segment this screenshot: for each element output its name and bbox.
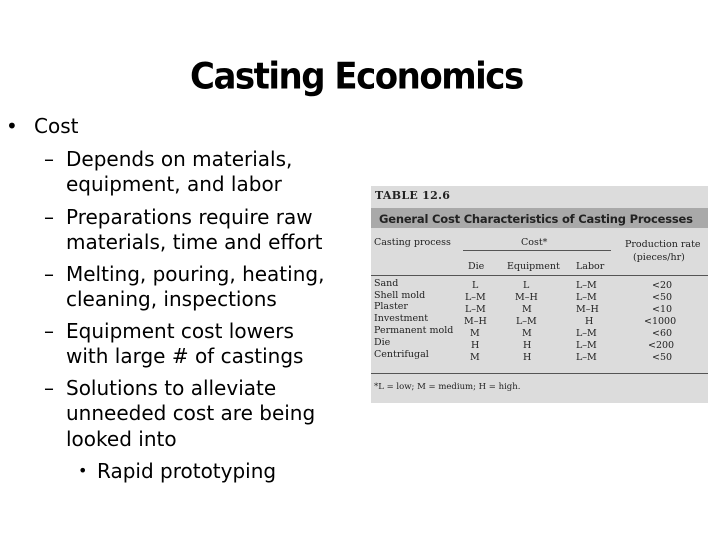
row-labor: H	[585, 316, 594, 327]
sub-bullet-text: Equipment cost lowers	[66, 319, 294, 343]
cost-table-image	[371, 186, 708, 403]
sub-bullet-text: cleaning, inspections	[66, 287, 277, 311]
row-die: L	[472, 280, 479, 291]
row-rate: <50	[652, 292, 673, 303]
row-rate: <20	[652, 280, 673, 291]
row-equipment: M	[522, 304, 532, 315]
dash-marker: –	[44, 319, 54, 343]
bullet-marker: •	[6, 114, 18, 138]
row-die: L–M	[465, 304, 486, 315]
dash-marker: –	[44, 376, 54, 400]
row-equipment: H	[523, 340, 532, 351]
slide-title: Casting Economics	[190, 55, 523, 99]
row-die: M	[470, 352, 480, 363]
row-equipment: L–M	[516, 316, 537, 327]
row-labor: L–M	[576, 352, 597, 363]
row-labor: M–H	[576, 304, 599, 315]
row-die: M–H	[464, 316, 487, 327]
row-equipment: L	[523, 280, 530, 291]
sub-bullet-text: with large # of castings	[66, 344, 304, 368]
dash-marker: –	[44, 147, 54, 171]
row-die: M	[470, 328, 480, 339]
row-labor: L–M	[576, 328, 597, 339]
row-rate: <60	[652, 328, 673, 339]
row-equipment: M–H	[515, 292, 538, 303]
row-die: L–M	[465, 292, 486, 303]
row-rate: <200	[648, 340, 675, 351]
header-rate-unit: (pieces/hr)	[633, 252, 685, 263]
row-labor: L–M	[576, 340, 597, 351]
sub-bullet-text: Preparations require raw	[66, 205, 313, 229]
row-process: Investment	[374, 313, 429, 324]
table-label: TABLE 12.6	[375, 189, 451, 202]
sub-bullet-text: Solutions to alleviate	[66, 376, 277, 400]
row-equipment: H	[523, 352, 532, 363]
sub-bullet-text: Melting, pouring, heating,	[66, 262, 325, 286]
row-process: Shell mold	[374, 290, 426, 301]
header-casting-process: Casting process	[374, 237, 451, 248]
footer-rule	[371, 373, 708, 374]
row-rate: <10	[652, 304, 673, 315]
row-equipment: M	[522, 328, 532, 339]
bullet-marker: •	[78, 461, 88, 480]
row-process: Permanent mold	[374, 325, 454, 336]
sub-bullet-text: materials, time and effort	[66, 230, 323, 254]
row-rate: <50	[652, 352, 673, 363]
sub-bullet-text: equipment, and labor	[66, 172, 282, 196]
row-process: Sand	[374, 278, 399, 289]
row-die: H	[471, 340, 480, 351]
sub-bullet-text: Depends on materials,	[66, 147, 293, 171]
sub-bullet-text: looked into	[66, 427, 177, 451]
table-title: General Cost Characteristics of Casting Processes	[379, 212, 693, 226]
sub-sub-bullet-text: Rapid prototyping	[97, 459, 277, 483]
row-process: Plaster	[374, 301, 408, 312]
sub-bullet-text: unneeded cost are being	[66, 401, 316, 425]
dash-marker: –	[44, 205, 54, 229]
bullet-cost: Cost	[34, 114, 79, 138]
dash-marker: –	[44, 262, 54, 286]
header-equipment: Equipment	[507, 261, 560, 272]
cost-rule	[463, 250, 611, 251]
row-labor: L–M	[576, 292, 597, 303]
row-process: Die	[374, 337, 391, 348]
header-cost: Cost*	[521, 237, 548, 248]
row-process: Centrifugal	[374, 349, 429, 360]
header-rate: Production rate	[625, 239, 701, 250]
table-footnote: *L = low; M = medium; H = high.	[374, 382, 521, 392]
header-die: Die	[468, 261, 485, 272]
row-labor: L–M	[576, 280, 597, 291]
header-labor: Labor	[576, 261, 605, 272]
header-rule	[371, 275, 708, 276]
row-rate: <1000	[644, 316, 677, 327]
